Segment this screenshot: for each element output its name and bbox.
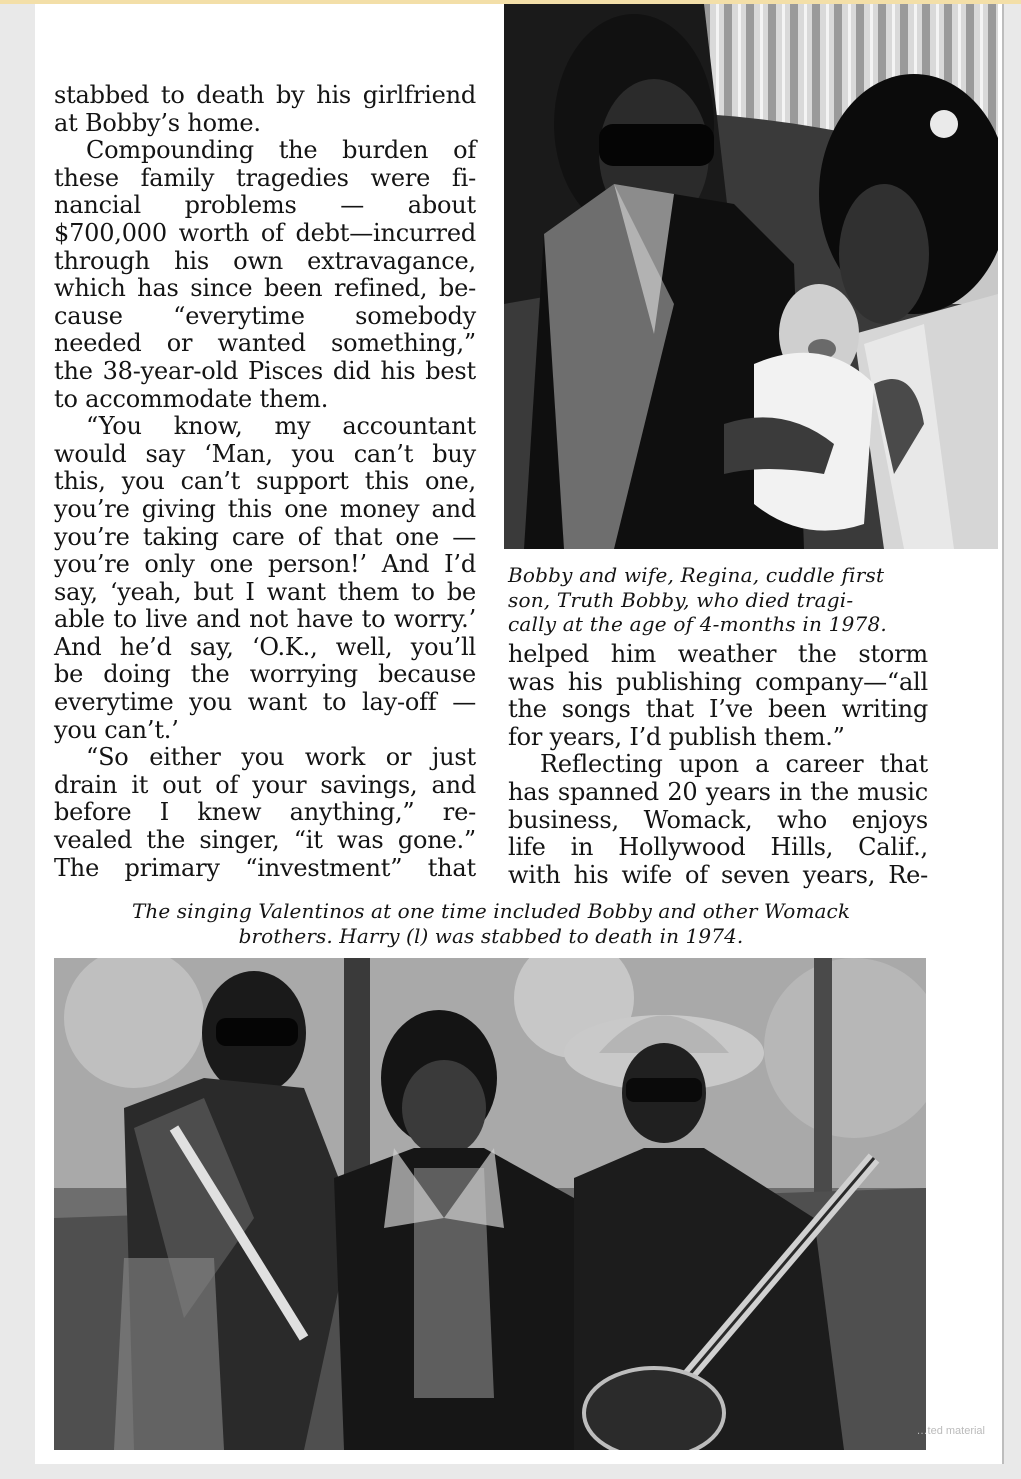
article-line: “You know, my accountant <box>86 412 476 441</box>
article-line: needed or wanted something,” <box>54 329 476 358</box>
article-left-column <box>54 82 476 882</box>
article-line: to accommodate them. <box>54 384 329 413</box>
caption-line: Bobby and wife, Regina, cuddle first <box>508 563 885 587</box>
article-line: which has since been refined, be- <box>54 274 476 303</box>
article-line: you’re taking care of that one — <box>54 522 476 551</box>
watermark: …ted material <box>916 1425 985 1437</box>
article-line: you can’t.’ <box>54 715 179 744</box>
article-line: you’re only one person!’ And I’d <box>54 550 476 579</box>
article-line: cause “everytime somebody <box>54 301 476 330</box>
article-line: Compounding the burden of <box>86 136 476 165</box>
page-edge <box>1002 4 1004 1464</box>
article-line: the songs that I’ve been writing <box>508 695 928 724</box>
article-line: The primary “investment” that <box>54 853 476 882</box>
article-line: helped him weather the storm <box>508 640 928 668</box>
article-line: would say ‘Man, you can’t buy <box>54 439 476 468</box>
article-line: everytime you want to lay-off — <box>54 688 476 717</box>
article-line: “So either you work or just <box>86 743 476 772</box>
article-line: has spanned 20 years in the music <box>508 777 928 806</box>
article-line: the 38-year-old Pisces did his best <box>54 356 476 385</box>
article-line: life in Hollywood Hills, Calif., <box>508 833 928 862</box>
caption-line: brothers. Harry (l) was stabbed to death in 1974. <box>238 923 744 948</box>
article-line: at Bobby’s home. <box>54 108 261 137</box>
article-line: say, ‘yeah, but I want them to be <box>54 577 476 606</box>
article-line: $700,000 worth of debt—incurred <box>54 218 476 247</box>
article-line: this, you can’t support this one, <box>54 467 476 496</box>
article-line: And he’d say, ‘O.K., well, you’ll <box>54 632 476 661</box>
photo-valentinos <box>54 958 926 1450</box>
caption-valentinos-photo <box>54 899 928 948</box>
photo-valentinos-image <box>54 958 926 1450</box>
article-line: with his wife of seven years, Re- <box>508 860 928 889</box>
article-line: stabbed to death by his girlfriend <box>54 81 476 109</box>
article-line: for years, I’d publish them.” <box>508 722 845 751</box>
article-right-column <box>508 641 928 889</box>
article-line: before I knew anything,” re- <box>54 798 476 827</box>
photo-couple-with-baby <box>504 4 998 549</box>
article-line: nancial problems — about <box>54 191 476 220</box>
caption-line: The singing Valentinos at one time included Bobby and other Womack <box>131 899 851 923</box>
article-line: was his publishing company—“all <box>508 667 928 696</box>
caption-line: cally at the age of 4-months in 1978. <box>508 612 887 636</box>
article-line: these family tragedies were fi- <box>54 163 476 192</box>
article-line: drain it out of your savings, and <box>54 770 476 799</box>
caption-couple-photo <box>508 563 928 637</box>
article-line: able to live and not have to worry.’ <box>54 605 476 634</box>
article-line: you’re giving this one money and <box>54 494 476 523</box>
article-line: business, Womack, who enjoys <box>508 805 928 834</box>
photo-couple-with-baby-image <box>504 4 998 549</box>
caption-line: son, Truth Bobby, who died tragi- <box>508 587 854 612</box>
article-line: through his own extravagance, <box>54 246 476 275</box>
article-line: Reflecting upon a career that <box>540 750 928 779</box>
article-line: be doing the worrying because <box>54 660 476 689</box>
article-line: vealed the singer, “it was gone.” <box>54 826 476 855</box>
